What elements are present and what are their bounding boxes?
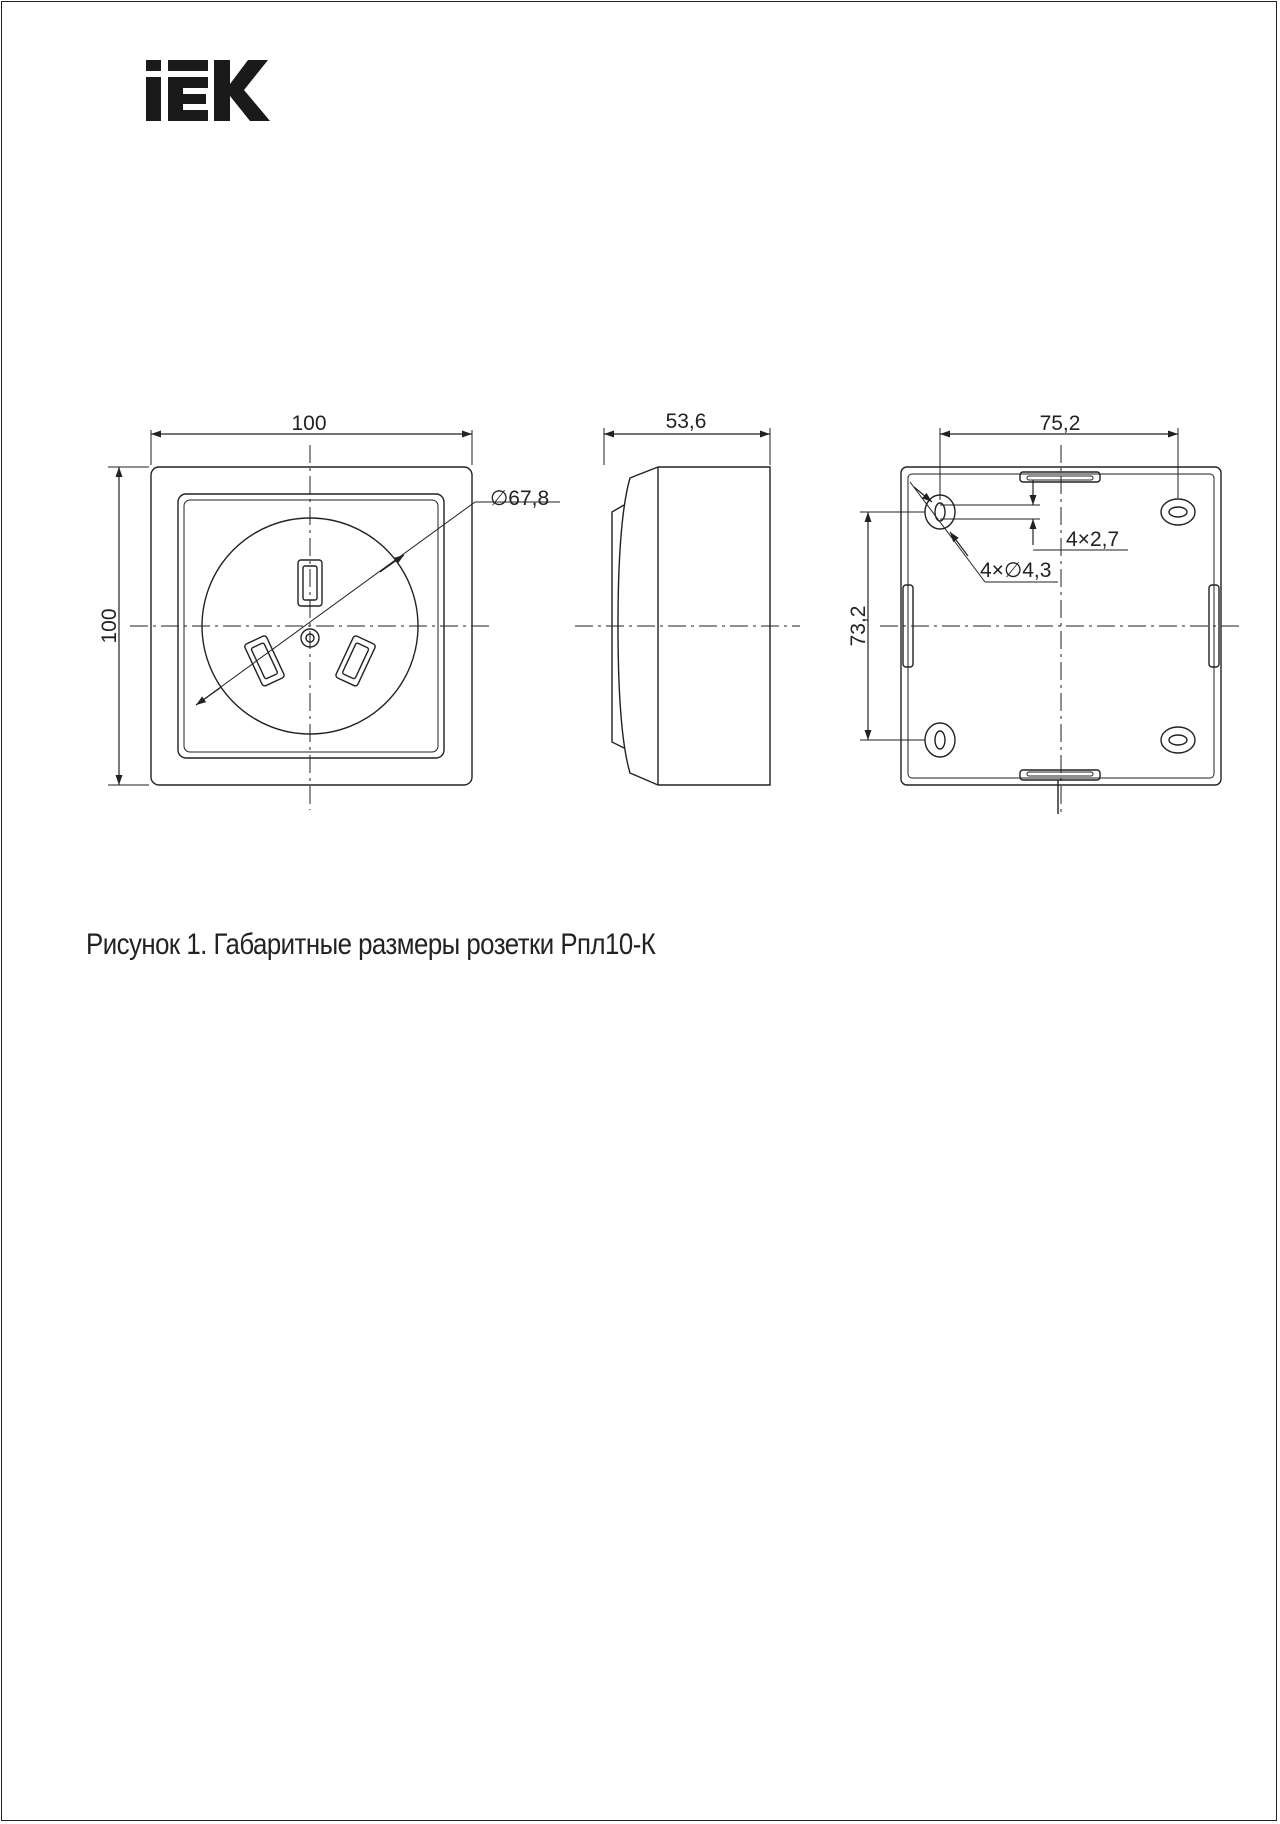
side-depth-label: 53,6 xyxy=(665,410,707,433)
hole-size-label: 4×∅4,3 xyxy=(980,559,1052,582)
slot-size-label: 4×2,7 xyxy=(1066,528,1120,551)
back-view xyxy=(860,428,1240,815)
back-width-label: 75,2 xyxy=(1039,412,1081,435)
front-height-label: 100 xyxy=(98,608,121,644)
side-view xyxy=(575,428,800,785)
socket-diameter-label: ∅67,8 xyxy=(490,487,550,510)
front-width-label: 100 xyxy=(291,412,327,435)
figure-caption: Рисунок 1. Габаритные размеры розетки Рпл10-К xyxy=(86,928,656,961)
back-height-label: 73,2 xyxy=(847,605,870,647)
